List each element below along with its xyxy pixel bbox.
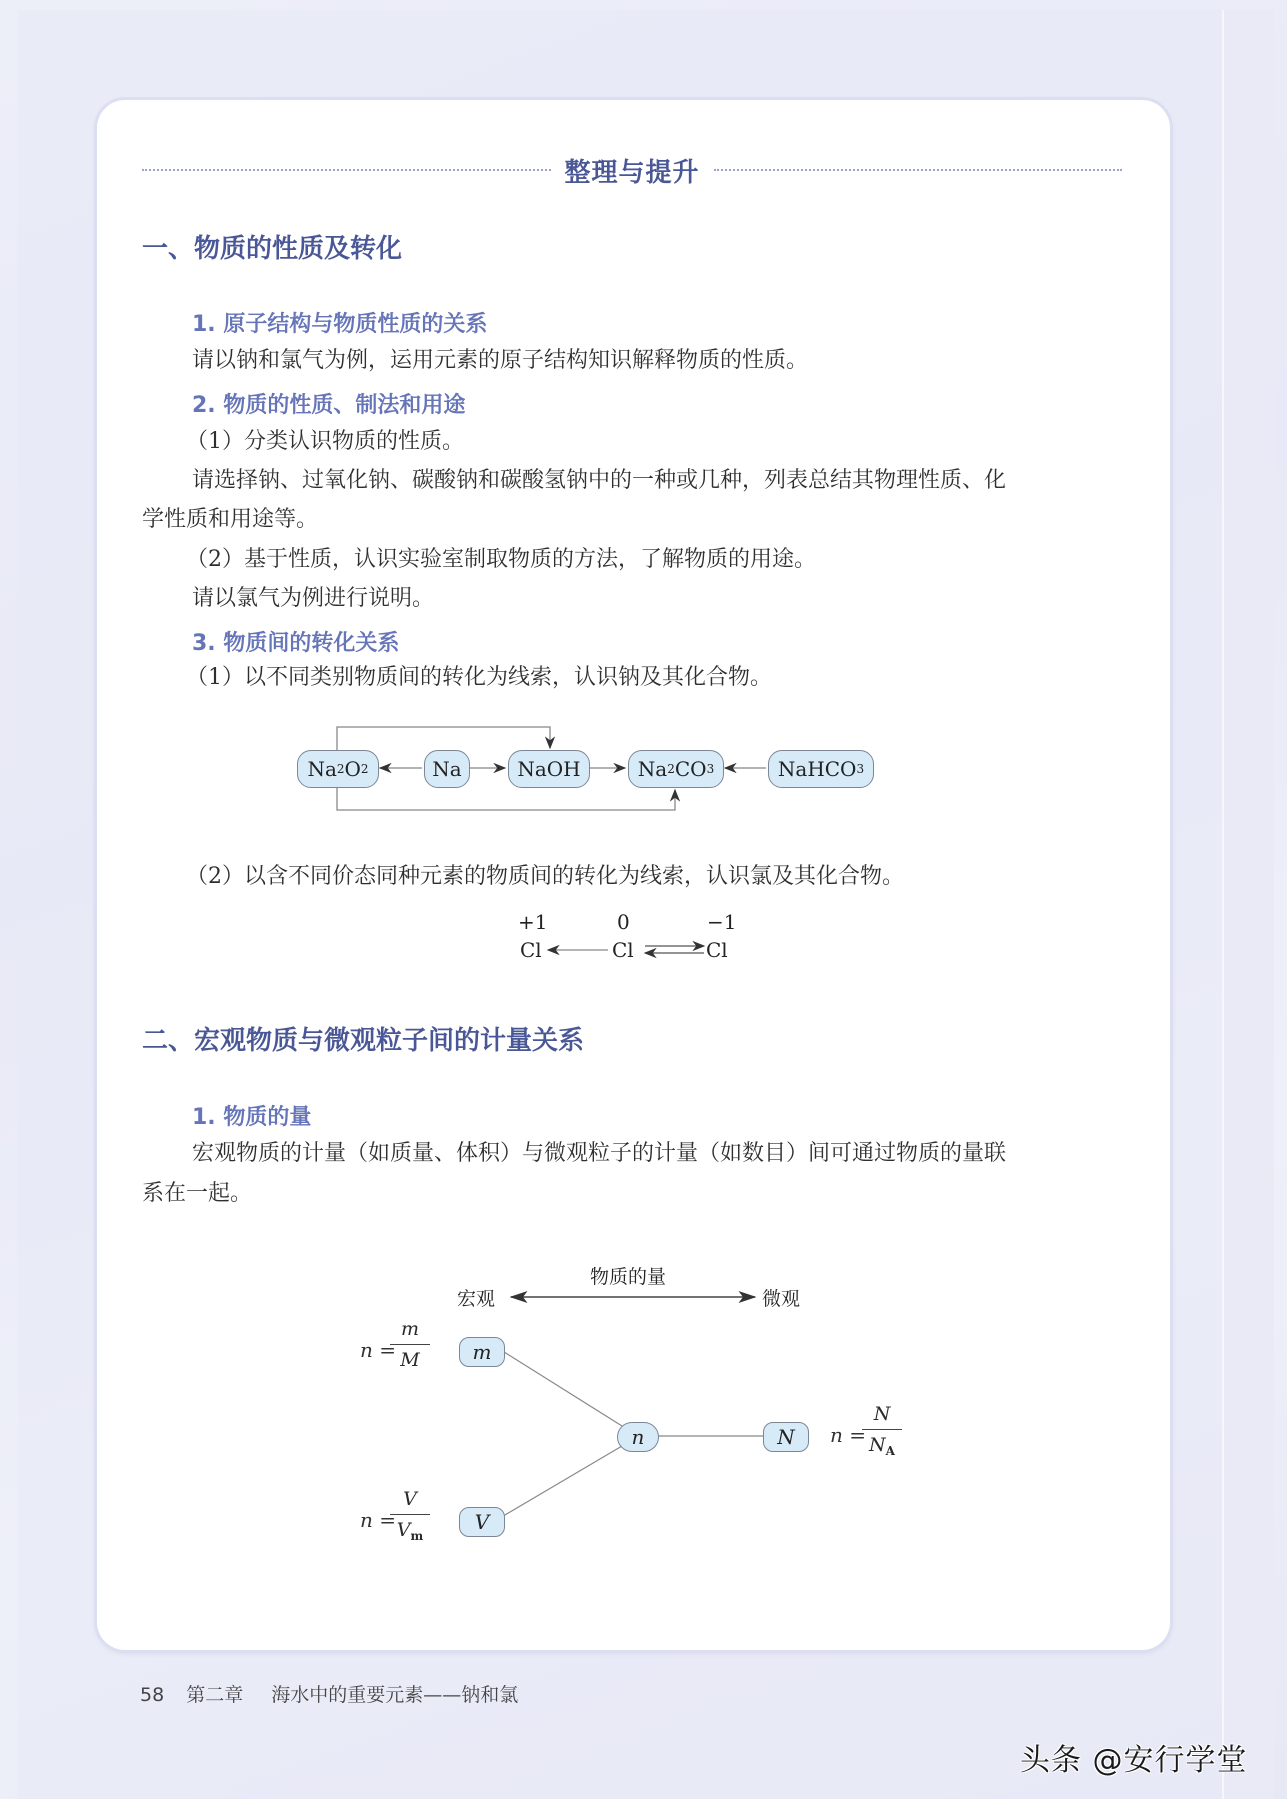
species-label: Cl	[520, 938, 542, 962]
formula-lhs: n =	[360, 1338, 396, 1362]
formula-subscript: 2	[336, 762, 345, 776]
fraction-bar	[390, 1344, 430, 1345]
fraction-mass	[390, 1318, 430, 1371]
paragraph: 宏观物质的计量（如质量、体积）与微观粒子的计量（如数目）间可通过物质的量联	[192, 1141, 1007, 1166]
denominator	[397, 1519, 423, 1543]
species-label: Cl	[706, 938, 728, 962]
page-footer	[140, 1680, 518, 1707]
subsection-heading-1-3: 3. 物质间的转化关系	[192, 631, 400, 656]
section-heading-1: 一、物质的性质及转化	[142, 234, 403, 264]
chapter-number: 第二章	[186, 1684, 244, 1706]
valence-label: +1	[518, 910, 548, 934]
item-label: （2）以含不同价态同种元素的物质间的转化为线索，认识氯及其化合物。	[186, 864, 904, 889]
numerator: N	[873, 1403, 891, 1425]
formula-part: CO	[674, 757, 707, 781]
numerator: V	[403, 1488, 417, 1510]
numerator: m	[400, 1318, 420, 1340]
axis-label: 物质的量	[590, 1266, 667, 1288]
formula-lhs: n =	[830, 1423, 866, 1447]
formula-subscript: 3	[706, 762, 715, 776]
item-label: （1）分类认识物质的性质。	[186, 429, 464, 454]
paragraph: 学性质和用途等。	[142, 507, 319, 532]
micro-label: 微观	[762, 1288, 801, 1310]
denominator	[869, 1434, 895, 1458]
paragraph: 请以氯气为例进行说明。	[192, 586, 435, 611]
node-volume: V	[459, 1507, 505, 1537]
paragraph: 请以钠和氯气为例，运用元素的原子结构知识解释物质的性质。	[192, 348, 809, 373]
denominator-base: N	[869, 1434, 886, 1456]
paragraph: 请选择钠、过氧化钠、碳酸钠和碳酸氢钠中的一种或几种，列表总结其物理性质、化	[192, 468, 1007, 493]
fraction-bar	[862, 1429, 902, 1430]
node-number: N	[763, 1422, 809, 1452]
formula-label: NaOH	[517, 757, 581, 781]
formula-part: Na	[637, 757, 668, 781]
fraction-volume	[390, 1488, 430, 1543]
valence-label: −1	[707, 910, 737, 934]
valence-label: 0	[617, 910, 630, 934]
formula-subscript: 2	[667, 762, 675, 776]
formula-subscript: 2	[360, 762, 369, 776]
formula-part: NaHCO	[777, 757, 857, 781]
node-amount: n	[617, 1422, 659, 1452]
subsection-heading-1-2: 2. 物质的性质、制法和用途	[192, 393, 466, 418]
watermark: 头条 @安行学堂	[1020, 1743, 1248, 1778]
node-mass: m	[459, 1337, 505, 1367]
formula-subscript: 3	[856, 762, 865, 776]
page-number: 58	[140, 1684, 165, 1706]
item-label: （1）以不同类别物质间的转化为线索，认识钠及其化合物。	[186, 665, 772, 690]
denominator-base: V	[396, 1519, 411, 1541]
item-label: （2）基于性质，认识实验室制取物质的方法，了解物质的用途。	[186, 547, 816, 572]
formula-lhs: n =	[360, 1508, 396, 1532]
formula-part: Na	[307, 757, 337, 781]
subsection-heading-1-1: 1. 原子结构与物质性质的关系	[192, 312, 488, 337]
denominator-subscript: m	[410, 1529, 424, 1543]
page-title: 整理与提升	[564, 157, 700, 188]
species-label: Cl	[612, 938, 634, 962]
denominator-subscript: A	[885, 1444, 895, 1458]
subsection-heading-2-1: 1. 物质的量	[192, 1105, 312, 1130]
chapter-title: 海水中的重要元素——钠和氯	[271, 1684, 519, 1706]
formula-part: O	[344, 757, 361, 781]
fraction-bar	[390, 1514, 430, 1515]
macro-label: 宏观	[457, 1288, 496, 1310]
paragraph: 系在一起。	[142, 1181, 253, 1206]
fraction-number	[862, 1403, 902, 1458]
section-heading-2: 二、宏观物质与微观粒子间的计量关系	[142, 1026, 585, 1056]
denominator: M	[400, 1349, 420, 1371]
formula-label: Na	[432, 757, 462, 781]
